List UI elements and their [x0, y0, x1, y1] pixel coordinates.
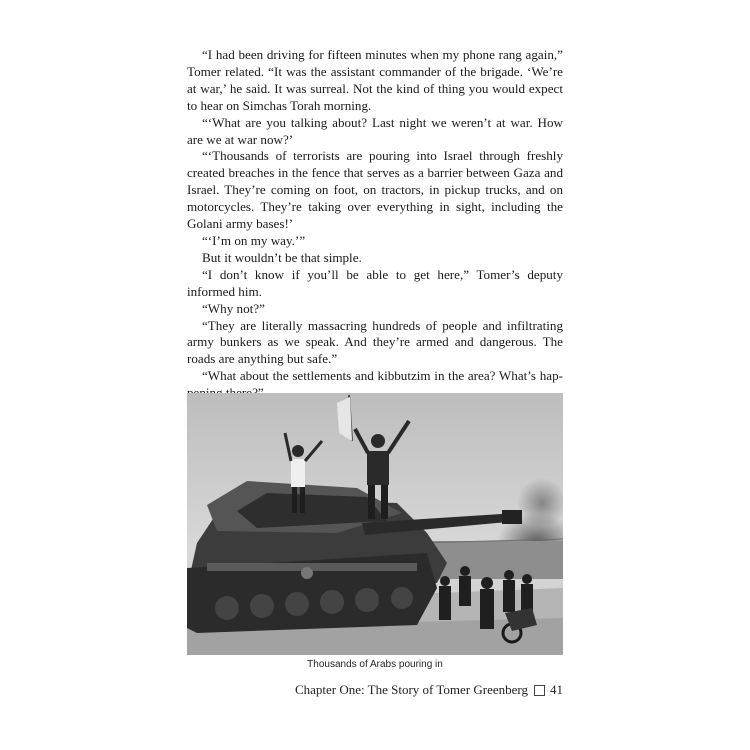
paragraph: But it wouldn’t be that simple. — [202, 249, 362, 265]
chapter-title: Chapter One: The Story of Tomer Greenberg — [294, 682, 528, 697]
figure-caption: Thousands of Arabs pouring in — [307, 659, 443, 670]
body-text — [187, 47, 563, 402]
paragraph: “Why not?” — [202, 300, 265, 316]
paragraph: “I don’t know if you’ll be able to get here,” Tomer’s deputy informed him. — [187, 266, 563, 299]
paragraph: “‘Thousands of terrorists are pouring into Israel through freshly created breaches in the fence that serves as a barrier between Gaza and Israel. They’re coming on foot, on tractors, in pickup trucks, and on motorcycles. They’re taking over everything in sight, including the Golani army bases!’ — [187, 148, 563, 232]
paragraph: “‘What are you talking about? Last night we weren’t at war. How are we at war now?’ — [187, 114, 563, 147]
paragraph: “‘I’m on my way.’” — [202, 232, 306, 248]
paragraph: “They are literally massacring hundreds of people and infiltrating army bunkers as we speak. And they’re armed and dangerous. The roads are anything but safe.” — [187, 317, 563, 367]
photo-figure — [187, 393, 563, 655]
page-number: 41 — [550, 682, 563, 697]
paragraph: “What about the settlements and kibbutzim in the area? What’s hap — [202, 368, 563, 384]
running-footer — [295, 682, 563, 698]
paragraph: “I had been driving for fifteen minutes when my phone rang again,” Tomer related. “It was the assistant commander of the brigade. ‘We’re at war,’ he said. It was surreal. Not the kind of thing you would expect to hear on Simchas Torah morning. — [187, 47, 563, 113]
tank-photo — [187, 393, 563, 655]
separator-box-icon — [534, 685, 545, 696]
